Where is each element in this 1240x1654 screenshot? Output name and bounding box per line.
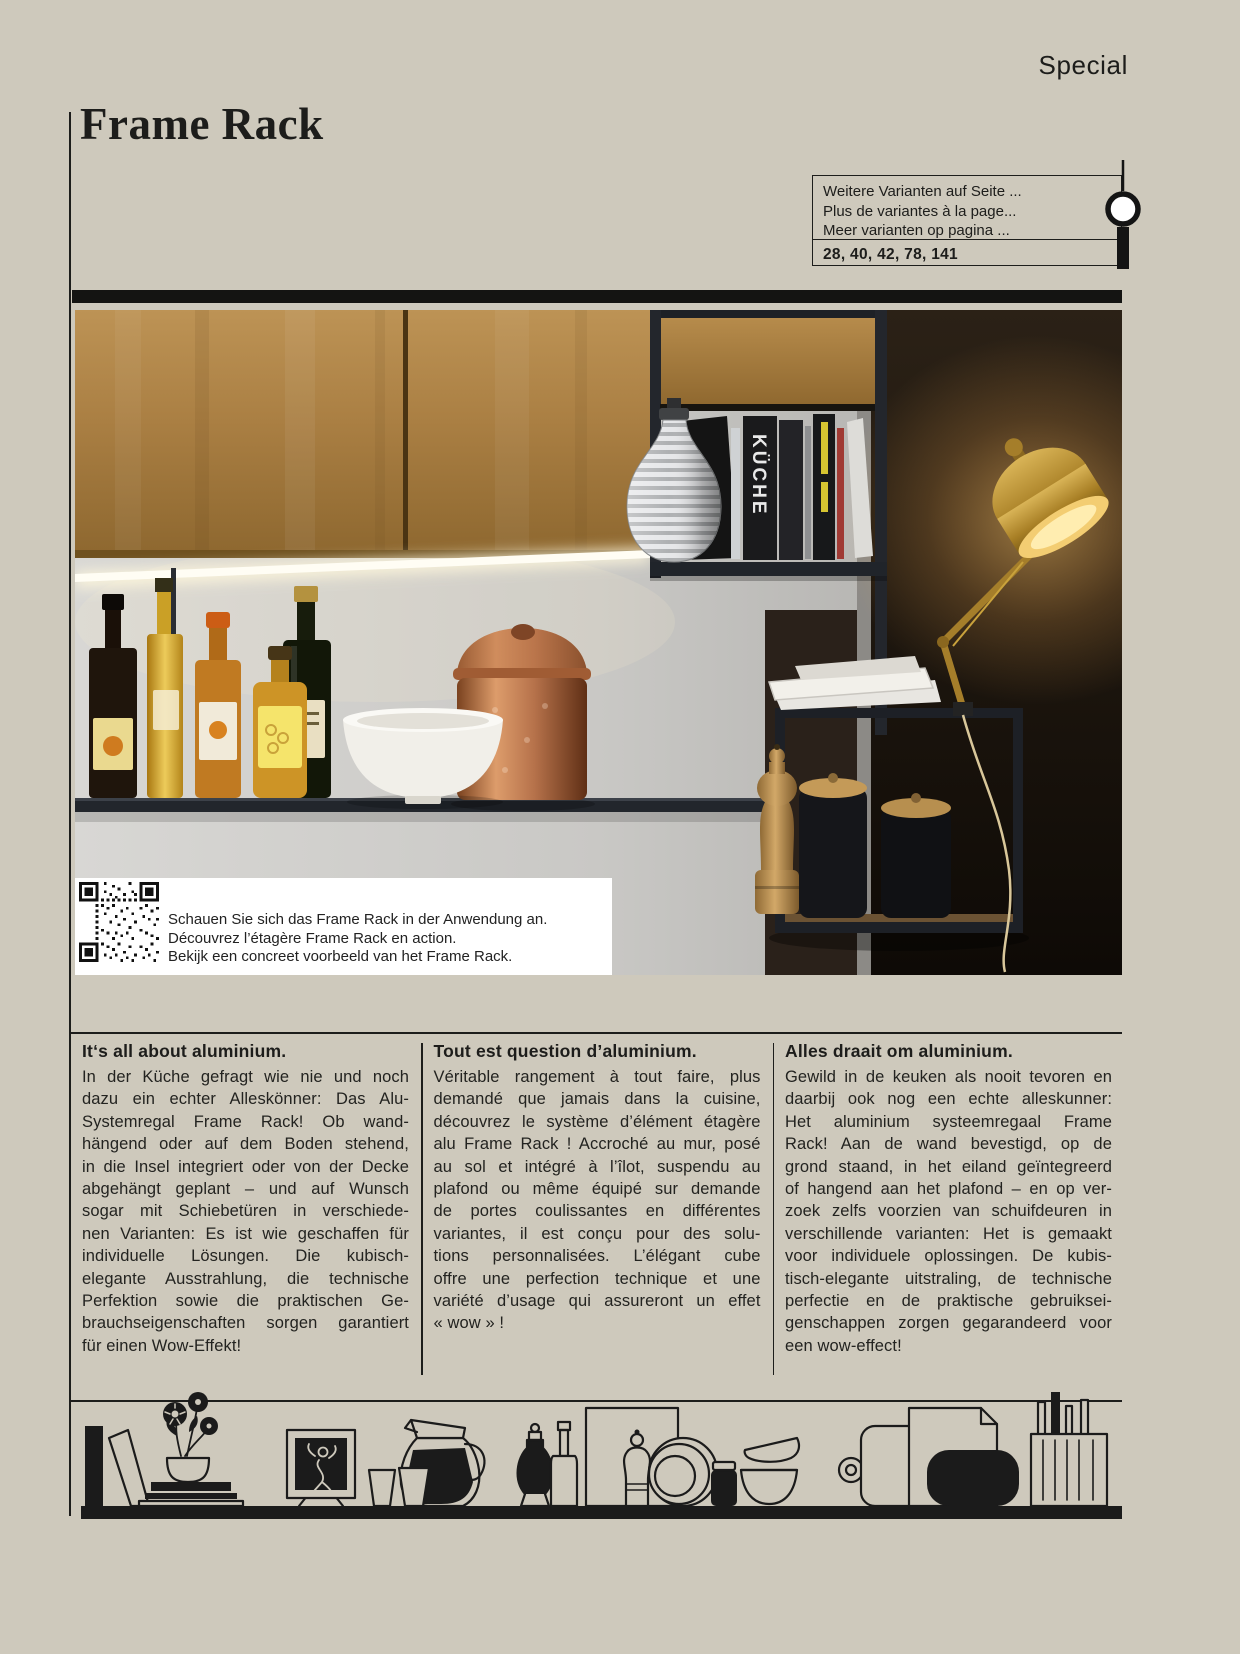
frame-shelf: [650, 562, 887, 576]
variants-divider: [813, 239, 1121, 240]
plates-illustration: [649, 1438, 717, 1506]
pepper-mill-illustration: [624, 1430, 650, 1507]
column-body-de: In der Küche gefragt wie nie und noch dazu ein echter Alleskönner: Das Alu- Systemregal Frame Rack! Ob wand- hängend oder auf dem Boden stehend, in die Insel integriert oder von der Decke abgehängt geplant – und auf Wunsch sogar mit Schiebetüren in verschiede- nen Varianten: Es ist wie geschaffen für individuelle Lösungen. Die kubisch- elegante Ausstrahlung, die technische Perfektion sowie die praktischen Ge- brauchseigenschaften sorgen garantiert für einen Wow-Effekt!: [82, 1068, 409, 1355]
qr-captions: Schauen Sie sich das Frame Rack in der Anwendung an. Découvrez l’étagère Frame Rack en action. Bekijk een concreet voorbeeld van het Frame Rack.: [168, 911, 548, 966]
product-photo: [75, 310, 1122, 975]
column-heading-fr: Tout est question d’aluminium.: [433, 1041, 697, 1061]
shelf-bar: [81, 1506, 1122, 1519]
books-illustration: [85, 1426, 149, 1506]
jar-illustration: [711, 1462, 737, 1506]
bowls-illustration: [741, 1438, 799, 1504]
qr-code: [79, 882, 159, 962]
column-french: [434, 1041, 761, 1335]
wood-back-panel: [660, 316, 875, 406]
column-divider: [421, 1043, 423, 1375]
variants-page-numbers: 28, 40, 42, 78, 141: [823, 246, 958, 263]
page-title: Frame Rack: [80, 99, 324, 149]
column-body-nl: Gewild in de keuken als nooit tevoren en daarbij ook nog een echte alleskunner: Het aluminium systeemregaal Frame Rack! Aan de wand bevestigd, op de grond staand, in het eiland geïntegreerd of hangend aan het plafond – en op ver- zoek zelfs voorzien van schuifdeuren in verschillende varianten: Het is gemaakt voor individuele oplossingen. De kubis- tisch-elegante uitstraling, de technische perfectie en de praktische gebruiksei- genschappen zorgen gegarandeerd voor een wow-effect!: [785, 1068, 1112, 1355]
section-badge: Special: [1038, 50, 1128, 80]
photo-top-bar: [72, 290, 1122, 303]
column-heading-nl: Alles draait om aluminium.: [785, 1041, 1013, 1061]
text-columns: [70, 1041, 1122, 1375]
picture-frame-illustration: [287, 1430, 355, 1506]
wood-cabinets: [75, 310, 650, 558]
variants-box: [812, 175, 1122, 266]
qr-caption-box: [75, 878, 612, 975]
column-divider: [773, 1043, 775, 1375]
book-spine-text: KÜCHE: [748, 434, 769, 517]
pot-illustration: [927, 1450, 1019, 1506]
flower-pot-illustration: [139, 1392, 243, 1506]
knife-block-illustration: [1031, 1392, 1107, 1506]
bottles-illustration: [518, 1422, 577, 1506]
column-german: [82, 1041, 409, 1357]
footer-illustration: [81, 1392, 1122, 1524]
column-body-fr: Véritable rangement à tout faire, plus demandé que jamais dans la cuisine, découvrez le système d’élément étagère alu Frame Rack ! Accroché au mur, posé au sol et intégré à l’îlot, suspendu au plafond ou même équipé sur demande de portes coulissantes en différentes variantes, il est conçu pour des solu- tions personnalisées. L’élégant cube offre une perfection technique et une variété d’usage qui assureront un effet « wow » !: [433, 1068, 761, 1333]
variants-lines: Weitere Varianten auf Seite ... Plus de variantes à la page... Meer varianten op pagina ...: [823, 183, 1022, 239]
kitchen-photo-scene: [75, 310, 1122, 975]
magnifier-icon: [1100, 160, 1146, 274]
column-dutch: [785, 1041, 1112, 1357]
columns-top-rule: [70, 1032, 1122, 1034]
jug-and-glasses-illustration: [369, 1420, 484, 1506]
column-heading-de: It‘s all about aluminium.: [82, 1041, 287, 1061]
